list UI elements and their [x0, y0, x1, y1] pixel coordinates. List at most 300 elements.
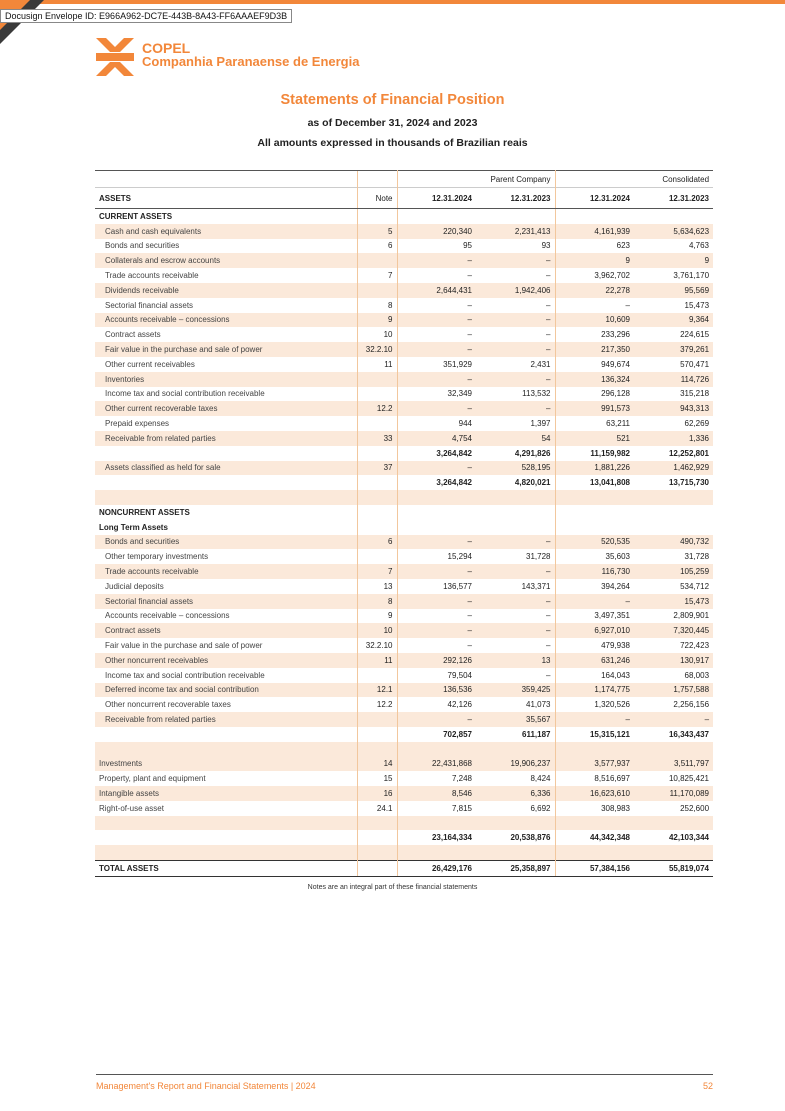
row-value: –	[476, 623, 555, 638]
row-value: –	[476, 372, 555, 387]
table-row	[95, 683, 713, 698]
row-value	[634, 845, 713, 860]
row-value: 4,754	[397, 431, 476, 446]
row-value	[476, 845, 555, 860]
row-note	[357, 253, 397, 268]
row-value: 35,567	[476, 712, 555, 727]
row-value: 3,264,842	[436, 448, 472, 458]
row-value: –	[476, 253, 555, 268]
row-value: –	[476, 313, 555, 328]
section-header-row	[95, 520, 713, 535]
row-label: Deferred income tax and social contribution	[95, 683, 357, 698]
row-label: Income tax and social contribution receivable	[105, 389, 265, 399]
note-column-header: Note	[357, 188, 397, 209]
row-value: 252,600	[680, 803, 710, 813]
row-note: 33	[357, 431, 397, 446]
row-value: 359,425	[476, 683, 555, 698]
row-value: 570,471	[680, 359, 710, 369]
footnote: Notes are an integral part of these financial statements	[307, 884, 478, 891]
table-row	[95, 742, 713, 757]
row-value: 220,340	[397, 224, 476, 239]
row-label	[95, 742, 357, 757]
row-value: 15,315,121	[589, 729, 630, 739]
row-value: 116,730	[555, 564, 634, 579]
row-value: 2,431	[476, 357, 555, 372]
date-column-header: 12.31.2024	[555, 188, 634, 209]
row-label: Inventories	[95, 372, 357, 387]
row-label: Fair value in the purchase and sale of power	[105, 641, 263, 650]
units-note: All amounts expressed in thousands of Brazilian reais	[257, 137, 528, 149]
table-row	[95, 327, 713, 342]
row-value: 63,211	[606, 419, 630, 429]
row-label: Trade accounts receivable	[105, 271, 199, 281]
copel-logo-icon	[96, 38, 134, 76]
row-value	[634, 490, 713, 505]
row-value	[634, 209, 713, 224]
row-note	[357, 861, 397, 877]
row-value: 13,715,730	[668, 478, 710, 488]
row-value: 3,577,937	[555, 756, 634, 771]
row-value	[476, 816, 555, 831]
table-row	[95, 756, 713, 771]
row-value: 7,320,445	[634, 623, 713, 638]
date-column-header: 12.31.2024	[397, 188, 476, 209]
row-value: –	[476, 268, 555, 283]
row-value	[555, 505, 634, 520]
row-value: 521	[555, 431, 634, 446]
row-value: –	[467, 271, 472, 281]
row-note: 32.2.10	[357, 342, 397, 357]
row-value: 3,497,351	[594, 611, 630, 621]
row-note	[357, 727, 397, 742]
row-label: NONCURRENT ASSETS	[99, 507, 190, 517]
footer-title: Management's Report and Financial Statements | 2024	[96, 1081, 316, 1091]
row-value: 16,623,610	[555, 786, 634, 801]
row-value: 4,161,939	[555, 224, 634, 239]
section-header-row	[95, 209, 713, 224]
table-row	[95, 594, 713, 609]
row-value: –	[397, 461, 476, 476]
row-note	[357, 549, 397, 564]
row-note: 6	[357, 239, 397, 254]
row-value: 6,927,010	[555, 623, 634, 638]
table-row	[95, 401, 713, 416]
table-row	[95, 342, 713, 357]
row-value	[397, 520, 476, 535]
row-value: 9	[555, 253, 634, 268]
row-value: 9	[634, 253, 713, 268]
table-row	[95, 283, 713, 298]
page-title: Statements of Financial Position	[280, 92, 505, 108]
row-note	[357, 372, 397, 387]
table-group-header	[95, 171, 713, 188]
row-value: 15,473	[684, 300, 710, 310]
row-label	[95, 446, 357, 461]
row-note: 24.1	[357, 801, 397, 816]
table-row	[95, 638, 713, 653]
row-value: –	[397, 372, 476, 387]
row-value: 631,246	[555, 653, 634, 668]
row-value: 23,164,334	[431, 833, 472, 843]
row-label: Cash and cash equivalents	[95, 224, 357, 239]
table-row	[95, 786, 713, 801]
row-label: Contract assets	[95, 623, 357, 638]
row-value: 1,397	[476, 416, 555, 431]
row-value: –	[467, 330, 472, 340]
row-note	[357, 668, 397, 683]
row-value: –	[397, 401, 476, 416]
table-row	[95, 579, 713, 594]
row-label: Dividends receivable	[95, 283, 357, 298]
row-value: 26,429,176	[397, 861, 476, 877]
row-label: Investments	[95, 756, 357, 771]
row-value	[476, 520, 555, 535]
row-label: Other current receivables	[105, 359, 195, 369]
row-value: 308,983	[601, 803, 630, 813]
table-row	[95, 461, 713, 476]
table-row	[95, 623, 713, 638]
row-value: 13,041,808	[589, 478, 630, 488]
row-note: 9	[357, 313, 397, 328]
row-note	[357, 830, 397, 845]
row-value: –	[476, 564, 555, 579]
row-value	[555, 845, 634, 860]
row-note	[357, 387, 397, 402]
row-value: –	[467, 611, 472, 621]
table-column-header	[95, 188, 713, 209]
table-row	[95, 653, 713, 668]
row-note: 32.2.10	[357, 638, 397, 653]
row-value: –	[467, 641, 472, 650]
subtotal-row	[95, 475, 713, 490]
row-value	[476, 742, 555, 757]
row-label: Other temporary investments	[105, 552, 209, 562]
row-note	[357, 475, 397, 490]
row-label: Fair value in the purchase and sale of power	[95, 342, 357, 357]
row-label: CURRENT ASSETS	[99, 211, 173, 221]
row-value	[476, 209, 555, 224]
row-value: –	[476, 668, 555, 683]
row-value: –	[397, 623, 476, 638]
row-value: 16,343,437	[668, 729, 710, 739]
row-value	[476, 490, 555, 505]
row-value: 130,917	[634, 653, 713, 668]
row-value: 54	[476, 431, 555, 446]
row-value: –	[397, 594, 476, 609]
row-value: –	[397, 342, 476, 357]
table-row	[95, 801, 713, 816]
row-value: 55,819,074	[634, 861, 713, 877]
date-column-header: 12.31.2023	[634, 188, 713, 209]
row-value: 136,324	[555, 372, 634, 387]
row-value: 1,336	[634, 431, 713, 446]
row-value: 623	[616, 241, 630, 251]
row-label: Bonds and securities	[105, 241, 180, 251]
row-value: –	[476, 594, 555, 609]
row-note: 12.2	[357, 401, 397, 416]
row-value: –	[634, 712, 713, 727]
table-row	[95, 712, 713, 727]
row-value: 351,929	[443, 359, 472, 369]
row-value: 233,296	[601, 330, 630, 340]
row-note: 7	[357, 564, 397, 579]
table-row	[95, 490, 713, 505]
table-row	[95, 268, 713, 283]
row-label	[95, 727, 357, 742]
section-header-row	[95, 505, 713, 520]
row-value: 479,938	[601, 641, 630, 650]
subtotal-row	[95, 830, 713, 845]
table-row	[95, 357, 713, 372]
financial-position-table	[95, 170, 713, 877]
row-value: –	[476, 327, 555, 342]
row-label: Contract assets	[105, 330, 161, 340]
row-label: Judicial deposits	[105, 581, 164, 591]
row-value	[634, 816, 713, 831]
row-value: 2,231,413	[476, 224, 555, 239]
row-value: 22,278	[555, 283, 634, 298]
row-note: 10	[357, 327, 397, 342]
subtotal-row	[95, 446, 713, 461]
row-value	[555, 520, 634, 535]
row-value: 22,431,868	[397, 756, 476, 771]
row-note: 9	[357, 609, 397, 624]
row-value: 95,569	[634, 283, 713, 298]
table-row	[95, 313, 713, 328]
row-label: Right-of-use asset	[99, 803, 164, 813]
row-value: 57,384,156	[555, 861, 634, 877]
row-note	[357, 446, 397, 461]
row-note	[357, 283, 397, 298]
assets-column-header: ASSETS	[95, 188, 357, 209]
row-note: 8	[357, 298, 397, 313]
row-value	[555, 209, 634, 224]
row-label: Income tax and social contribution receivable	[105, 670, 265, 680]
row-value: 4,820,021	[476, 475, 555, 490]
row-label: Collaterals and escrow accounts	[95, 253, 357, 268]
row-value: 315,218	[680, 389, 710, 399]
row-value: 4,763	[688, 241, 710, 251]
table-row	[95, 298, 713, 313]
row-value: 114,726	[634, 372, 713, 387]
table-row	[95, 239, 713, 254]
row-note: 7	[357, 268, 397, 283]
row-value: 534,712	[680, 581, 710, 591]
row-label: Other noncurrent receivables	[95, 653, 357, 668]
row-label: Prepaid expenses	[105, 419, 170, 429]
row-value: 62,269	[684, 419, 710, 429]
row-label: Long Term Assets	[99, 522, 168, 532]
row-value: 113,532	[476, 387, 555, 402]
row-value: –	[555, 712, 634, 727]
row-value: 2,644,431	[397, 283, 476, 298]
row-value	[634, 505, 713, 520]
row-value: 528,195	[476, 461, 555, 476]
row-value: –	[555, 594, 634, 609]
row-value: –	[476, 638, 555, 653]
row-value: –	[397, 564, 476, 579]
row-note: 13	[357, 579, 397, 594]
row-label: Receivable from related parties	[95, 712, 357, 727]
row-note	[357, 712, 397, 727]
row-value: 224,615	[680, 330, 710, 340]
row-value: 8,546	[397, 786, 476, 801]
row-value: 1,174,775	[555, 683, 634, 698]
row-label: Intangible assets	[95, 786, 357, 801]
row-value	[555, 816, 634, 831]
table-row	[95, 609, 713, 624]
table-row	[95, 564, 713, 579]
brand-name: COPEL	[142, 40, 191, 56]
row-note: 12.1	[357, 683, 397, 698]
row-value: 25,358,897	[476, 861, 555, 877]
row-value: 1,757,588	[634, 683, 713, 698]
row-note: 15	[357, 771, 397, 786]
row-label	[95, 816, 357, 831]
row-note: 12.2	[357, 697, 397, 712]
row-value	[634, 742, 713, 757]
row-value: 2,256,156	[673, 700, 710, 710]
row-note: 5	[357, 224, 397, 239]
row-label: Bonds and securities	[95, 535, 357, 550]
row-note	[357, 416, 397, 431]
row-label: Sectorial financial assets	[95, 594, 357, 609]
row-label: Sectorial financial assets	[105, 300, 194, 310]
date-column-header: 12.31.2023	[476, 188, 555, 209]
envelope-id: Docusign Envelope ID: E966A962-DC7E-443B-8A43-FF6AAAEF9D3B	[0, 9, 292, 23]
row-note	[357, 816, 397, 831]
brand-full-name: Companhia Paranaense de Energia	[142, 54, 360, 69]
table-row	[95, 771, 713, 786]
row-label	[95, 490, 357, 505]
row-value	[397, 742, 476, 757]
row-value: 3,264,842	[436, 478, 472, 488]
row-value: 13	[476, 653, 555, 668]
row-value: –	[476, 401, 555, 416]
row-value: 394,264	[601, 581, 630, 591]
row-value: 11,159,982	[590, 448, 630, 458]
row-value: 1,462,929	[634, 461, 713, 476]
row-value: –	[397, 535, 476, 550]
row-note: 37	[357, 461, 397, 476]
row-value: 6,336	[476, 786, 555, 801]
row-value: 611,187	[476, 727, 555, 742]
row-value: 9,364	[634, 313, 713, 328]
row-label: Accounts receivable – concessions	[95, 313, 357, 328]
row-value: 31,728	[684, 552, 710, 562]
parent-company-header: Parent Company	[397, 171, 555, 188]
row-value: 722,423	[680, 641, 710, 650]
table-row	[95, 416, 713, 431]
brand	[142, 41, 359, 69]
row-value: 520,535	[555, 535, 634, 550]
row-value: 15,473	[634, 594, 713, 609]
row-value: 105,259	[634, 564, 713, 579]
row-value: –	[476, 342, 555, 357]
row-label: Receivable from related parties	[95, 431, 357, 446]
row-value	[476, 505, 555, 520]
row-label: Assets classified as held for sale	[95, 461, 357, 476]
row-note: 14	[357, 756, 397, 771]
table-row	[95, 816, 713, 831]
table-body	[95, 209, 713, 877]
row-value: 490,732	[634, 535, 713, 550]
row-value: –	[467, 300, 472, 310]
row-value: 44,342,348	[589, 833, 630, 843]
row-value	[397, 209, 476, 224]
row-note: 16	[357, 786, 397, 801]
row-value: 7,248	[451, 774, 472, 784]
row-value: 1,942,406	[476, 283, 555, 298]
row-note	[357, 742, 397, 757]
row-value: 136,536	[397, 683, 476, 698]
row-value: 136,577	[443, 581, 472, 591]
row-value: 296,128	[601, 389, 630, 399]
row-value: 944	[458, 419, 472, 429]
row-value: 4,291,826	[476, 446, 555, 461]
row-note: 6	[357, 535, 397, 550]
row-value: –	[397, 712, 476, 727]
table-row	[95, 372, 713, 387]
table-row	[95, 668, 713, 683]
row-note	[357, 845, 397, 860]
row-value: 7,815	[451, 803, 472, 813]
total-assets-row	[95, 861, 713, 877]
row-value: 8,516,697	[594, 774, 630, 784]
row-value	[397, 505, 476, 520]
row-value: 3,962,702	[594, 271, 630, 281]
row-label	[95, 845, 357, 860]
row-value	[555, 490, 634, 505]
row-note: 8	[357, 594, 397, 609]
page-number: 52	[702, 1081, 713, 1091]
table-row	[95, 535, 713, 550]
row-value	[555, 742, 634, 757]
row-value: 68,003	[684, 670, 710, 680]
row-note	[357, 520, 397, 535]
row-note	[357, 490, 397, 505]
row-value	[397, 816, 476, 831]
row-label: TOTAL ASSETS	[95, 861, 357, 877]
row-note: 11	[357, 653, 397, 668]
row-note	[357, 209, 397, 224]
row-value	[397, 490, 476, 505]
row-value: 1,881,226	[555, 461, 634, 476]
row-value: –	[397, 313, 476, 328]
row-value: 10,825,421	[668, 774, 710, 784]
row-label: Trade accounts receivable	[95, 564, 357, 579]
row-value: 6,692	[476, 801, 555, 816]
row-value: 2,809,901	[673, 611, 710, 621]
row-label: Property, plant and equipment	[99, 774, 206, 784]
row-value: 3,761,170	[673, 271, 710, 281]
table-row	[95, 845, 713, 860]
row-value: 1,320,526	[594, 700, 630, 710]
row-value: 292,126	[397, 653, 476, 668]
row-label	[95, 830, 357, 845]
row-value	[634, 520, 713, 535]
row-value: 143,371	[476, 579, 555, 594]
row-value: 19,906,237	[476, 756, 555, 771]
row-value: 15,294	[447, 552, 472, 562]
table-row	[95, 549, 713, 564]
row-value: 42,126	[447, 700, 472, 710]
row-value: 991,573	[555, 401, 634, 416]
row-value: 95	[463, 241, 472, 251]
row-value: 12,252,801	[668, 448, 710, 458]
row-value: 943,313	[634, 401, 713, 416]
row-note: 11	[357, 357, 397, 372]
